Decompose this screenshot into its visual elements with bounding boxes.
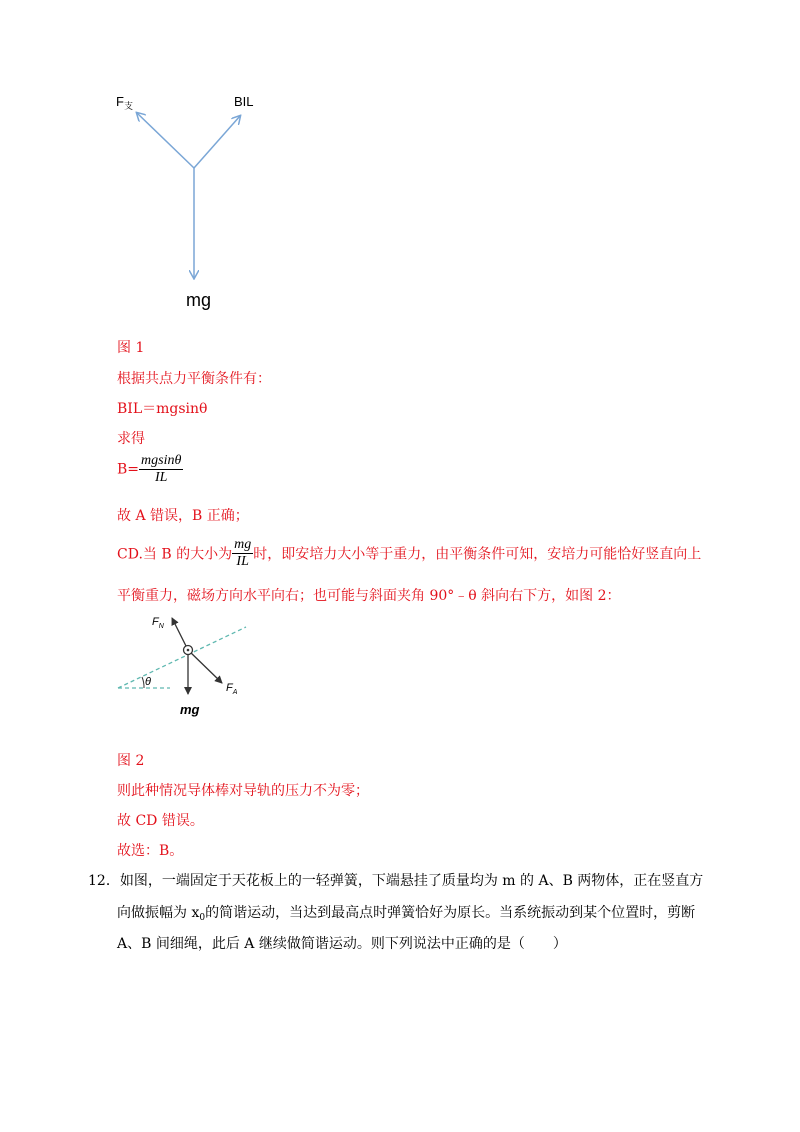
solution-line-3: 求得 xyxy=(117,431,145,447)
question-text-1: 如图，一端固定于天花板上的一轻弹簧，下端悬挂了质量均为 m 的 A、B 两物体，正在竖直方 xyxy=(119,873,704,889)
force-diagram-1 xyxy=(110,88,270,318)
support-force-label: $F_支$ xyxy=(116,94,133,111)
angle-label: θ xyxy=(145,676,151,688)
formula-numerator: mgsinθ xyxy=(141,453,182,468)
normal-force-label: $F_N$ xyxy=(152,616,164,630)
angle-arc xyxy=(142,677,144,688)
solution-line-6 xyxy=(117,537,701,570)
line6-denominator: IL xyxy=(236,554,249,569)
line6-fraction xyxy=(232,537,253,570)
ampere-force-arrow-2 xyxy=(188,650,222,683)
question-12-line-3: A、B 间细绳，此后 A 继续做简谐运动。则下列说法中正确的是（ ） xyxy=(117,936,567,952)
solution-line-1: 根据共点力平衡条件有： xyxy=(117,371,271,387)
solution-equation: BIL＝mgsinθ xyxy=(117,401,208,417)
solution-line-5: 故 A 错误，B 正确； xyxy=(117,508,249,524)
solution-formula xyxy=(117,453,183,486)
gravity-label: mg xyxy=(186,290,212,310)
ampere-force-label-2: $F_A$ xyxy=(226,682,238,696)
formula-prefix: B= xyxy=(117,461,140,478)
support-force-arrow xyxy=(137,113,194,168)
line6-prefix: CD.当 B 的大小为 xyxy=(117,546,233,563)
question-subscript: 0 xyxy=(199,913,206,923)
normal-force-arrow xyxy=(172,618,188,650)
incline-dashed-line xyxy=(118,627,246,688)
question-12-line-2 xyxy=(117,902,695,922)
question-text-2a: 向做振幅为 x xyxy=(117,905,200,921)
conclusion-line-1: 则此种情况导体棒对导轨的压力不为零； xyxy=(117,783,369,799)
ampere-force-label: BIL xyxy=(234,94,254,109)
force-diagram-2 xyxy=(112,610,252,720)
gravity-label-2: mg xyxy=(180,702,200,717)
figure-2-caption: 图 2 xyxy=(117,753,145,769)
formula-fraction xyxy=(139,453,183,486)
conclusion-answer: 故选：B。 xyxy=(117,843,184,859)
question-text-2b: 的简谐运动，当达到最高点时弹簧恰好为原长。当系统振动到某个位置时，剪断 xyxy=(205,905,696,921)
conclusion-line-2: 故 CD 错误。 xyxy=(117,813,204,829)
question-12-line-1 xyxy=(88,870,703,890)
formula-denominator: IL xyxy=(154,470,168,485)
line6-numerator: mg xyxy=(234,537,252,552)
question-number: 12． xyxy=(88,873,120,889)
figure-1-caption: 图 1 xyxy=(117,340,145,356)
line6-suffix: 时，即安培力大小等于重力，由平衡条件可知，安培力可能恰好竖直向上 xyxy=(253,546,702,563)
solution-line-7: 平衡重力，磁场方向水平向右；也可能与斜面夹角 90°﹣θ 斜向右下方，如图 2： xyxy=(117,588,621,604)
ampere-force-arrow xyxy=(194,116,240,168)
